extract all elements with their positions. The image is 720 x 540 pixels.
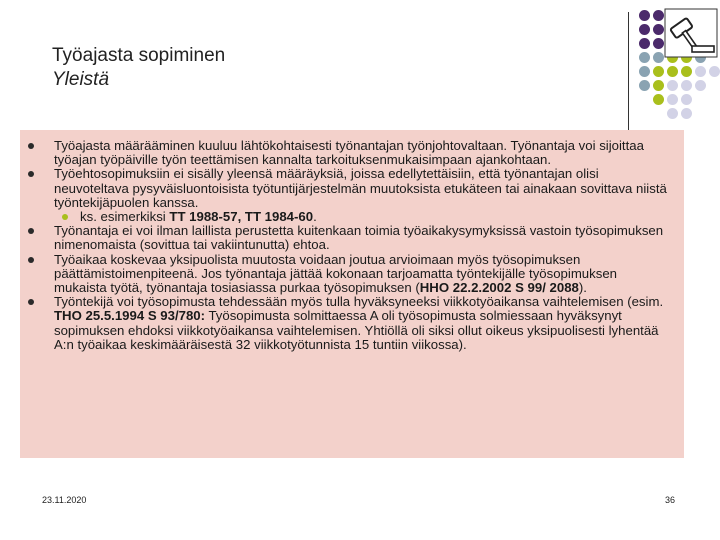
- text-segment: Työajasta määrääminen kuuluu lähtökohtaisesti työnantajan työnjohtovaltaan. Työnantaja voi sijoittaa työajan työpäiville työn teettämisen kannalta tarkoituksenmukaisimpaan ajankohtaan.: [54, 138, 644, 168]
- decorative-dot: [639, 24, 650, 35]
- decorative-dot: [709, 66, 720, 77]
- list-item: [20, 253, 684, 296]
- decorative-dot: [681, 108, 692, 119]
- list-item: [20, 139, 684, 167]
- text-segment: Työehtosopimuksiin ei sisälly yleensä määräyksiä, joissa edellytettäisiin, että työnantajan olisi neuvoteltava pysyväisluontoisista työtuntijärjestelmän muutoksista etukäteen tai ainakaan sovittava niistä työntekijäpuolen kanssa.: [54, 166, 667, 210]
- slide-title: Työajasta sopiminen: [52, 45, 226, 66]
- vertical-divider: [628, 12, 629, 130]
- decorative-dot: [639, 52, 650, 63]
- text-segment: Työaikaa koskevaa yksipuolista muutosta voidaan joutua arvioimaan myös työsopimuksen päättämistoimenpiteenä. Jos työnantaja jättää kokonaan tarjoamatta työntekijälle työsopimuksen mukaista työtä, työnantaja tosiasiassa purkaa työsopimuksen (: [54, 251, 617, 296]
- decorative-dot: [653, 24, 664, 35]
- list-item: [20, 295, 684, 352]
- case-reference: HHO 22.2.2002 S 99/ 2088: [419, 280, 579, 296]
- footer-date: 23.11.2020: [42, 495, 87, 505]
- bullet-dot-icon: [28, 257, 34, 263]
- decorative-dot: [695, 66, 706, 77]
- decorative-dot: [695, 80, 706, 91]
- decorative-dot: [639, 80, 650, 91]
- decorative-dot: [653, 38, 664, 49]
- title-block: [52, 44, 225, 92]
- text-segment: Työntekijä voi työsopimusta tehdessään myös tulla hyväksyneeksi viikkotyöaikansa vaihtelemisen (esim.: [54, 294, 664, 310]
- text-segment: .: [313, 209, 317, 225]
- decorative-dot: [681, 80, 692, 91]
- slide-subtitle: Yleistä: [52, 69, 110, 90]
- text-segment: ks. esimerkiksi: [80, 209, 170, 225]
- decorative-dot: [639, 66, 650, 77]
- decorative-dot: [653, 52, 664, 63]
- case-reference: TT 1988-57, TT 1984-60: [169, 209, 314, 225]
- text-segment: ).: [578, 280, 587, 296]
- page-number: 36: [665, 495, 676, 505]
- decorative-dot: [653, 80, 664, 91]
- decorative-dot: [653, 10, 664, 21]
- sub-list: [54, 210, 672, 224]
- decorative-dot: [667, 80, 678, 91]
- bullet-dot-icon: [28, 228, 34, 234]
- bullet-dot-icon: [28, 171, 34, 177]
- text-segment: Työnantaja ei voi ilman laillista perustetta kuitenkaan toimia työaikakysymyksissä vastoin työsopimuksen nimenomaista (sovittua tai vakiintunutta) ehtoa.: [54, 223, 664, 253]
- sub-list-item: [54, 210, 672, 224]
- decorative-dot: [653, 66, 664, 77]
- decorative-dot: [639, 38, 650, 49]
- decorative-dot: [653, 94, 664, 105]
- bullet-dot-icon: [28, 299, 34, 305]
- content-panel: [20, 130, 684, 458]
- sub-bullet-dot-icon: [62, 214, 68, 220]
- bullet-dot-icon: [28, 143, 34, 149]
- decorative-dot: [681, 66, 692, 77]
- decorative-dot: [639, 10, 650, 21]
- text-segment: Työsopimusta solmittaessa A oli työsopimusta solmiessaan hyväksynyt sopimuksen ehdoksi viikkotyöaikansa vaihtelemisen. Yhtiöllä oli siksi ollut oikeus yksipuolisesti lyhentää A:n työaikaa keskimääräisestä 32 viikkotyötunnista 15 tuntiin viikossa).: [54, 308, 659, 352]
- list-item: [20, 224, 684, 252]
- decorative-dot: [667, 66, 678, 77]
- decorative-dot: [681, 94, 692, 105]
- decorative-dot: [667, 94, 678, 105]
- gavel-icon: [664, 8, 718, 58]
- list-item: [20, 167, 684, 224]
- bullet-list: [20, 130, 684, 352]
- case-reference: THO 25.5.1994 S 93/780:: [54, 308, 206, 324]
- decorative-dot: [667, 108, 678, 119]
